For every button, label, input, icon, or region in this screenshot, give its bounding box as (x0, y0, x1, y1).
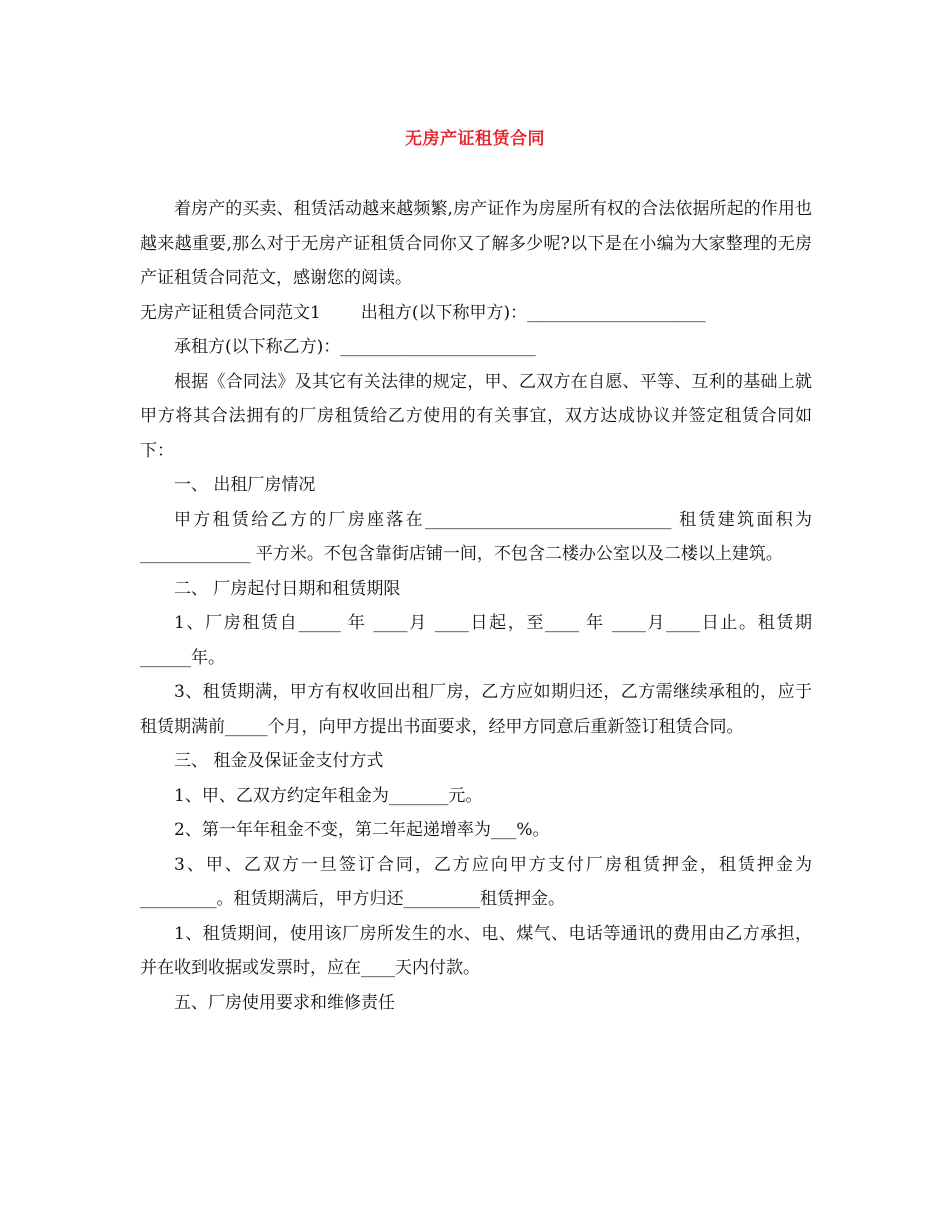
sample-heading: 无房产证租赁合同范文1 (140, 302, 321, 323)
lessor-line: 出租方(以下称甲方)：_____________________ (360, 302, 706, 323)
section-5-heading: 五、厂房使用要求和维修责任 (174, 992, 395, 1013)
intro-paragraph: 着房产的买卖、租赁活动越来越频繁,房产证作为房屋所有权的合法依据所起的作用也越来越重要,那么对于无房产证租赁合同你又了解多少呢?以下是在小编为大家整理的无房产证租赁合同范文，感谢您的阅读。 (140, 199, 812, 288)
section-3-heading: 三、 租金及保证金支付方式 (174, 751, 384, 771)
document-body (140, 192, 812, 1020)
basis-paragraph: 根据《合同法》及其它有关法律的规定，甲、乙双方在自愿、平等、互利的基础上就甲方将其合法拥有的厂房租赁给乙方使用的有关事宜，双方达成协议并签定租赁合同如下： (140, 371, 812, 461)
rent-clause-2: 2、第一年年租金不变，第二年起递增率为___%。 (174, 820, 550, 840)
utilities-clause: 1、租赁期间，使用该厂房所发生的水、电、煤气、电话等通讯的费用由乙方承担，并在收到收据或发票时，应在____天内付款。 (140, 923, 812, 978)
lessee-line: 承租方(以下称乙方)：_______________________ (174, 337, 536, 357)
premises-paragraph: 甲方租赁给乙方的厂房座落在_____________________________ 租赁建筑面积为_____________ 平方米。不包含靠街店铺一间，不包含二楼办公室以及二楼以上建筑。 (140, 509, 812, 564)
rent-clause-3: 3、甲、乙双方一旦签订合同，乙方应向甲方支付厂房租赁押金，租赁押金为_________。租赁期满后，甲方归还_________租赁押金。 (140, 854, 812, 909)
document-title: 无房产证租赁合同 (405, 129, 545, 149)
rent-clause-1: 1、甲、乙双方约定年租金为_______元。 (174, 785, 483, 806)
term-clause-1: 1、厂房租赁自_____ 年 ____月 ____日起，至____ 年 ____月____日止。租赁期______年。 (140, 613, 812, 668)
section-1-heading: 一、 出租厂房情况 (174, 475, 316, 495)
sample-heading-line (140, 296, 812, 331)
term-clause-3: 3、租赁期满，甲方有权收回出租厂房，乙方应如期归还，乙方需继续承租的，应于租赁期满前_____个月，向甲方提出书面要求，经甲方同意后重新签订租赁合同。 (140, 682, 812, 737)
section-2-heading: 二、 厂房起付日期和租赁期限 (174, 578, 401, 599)
